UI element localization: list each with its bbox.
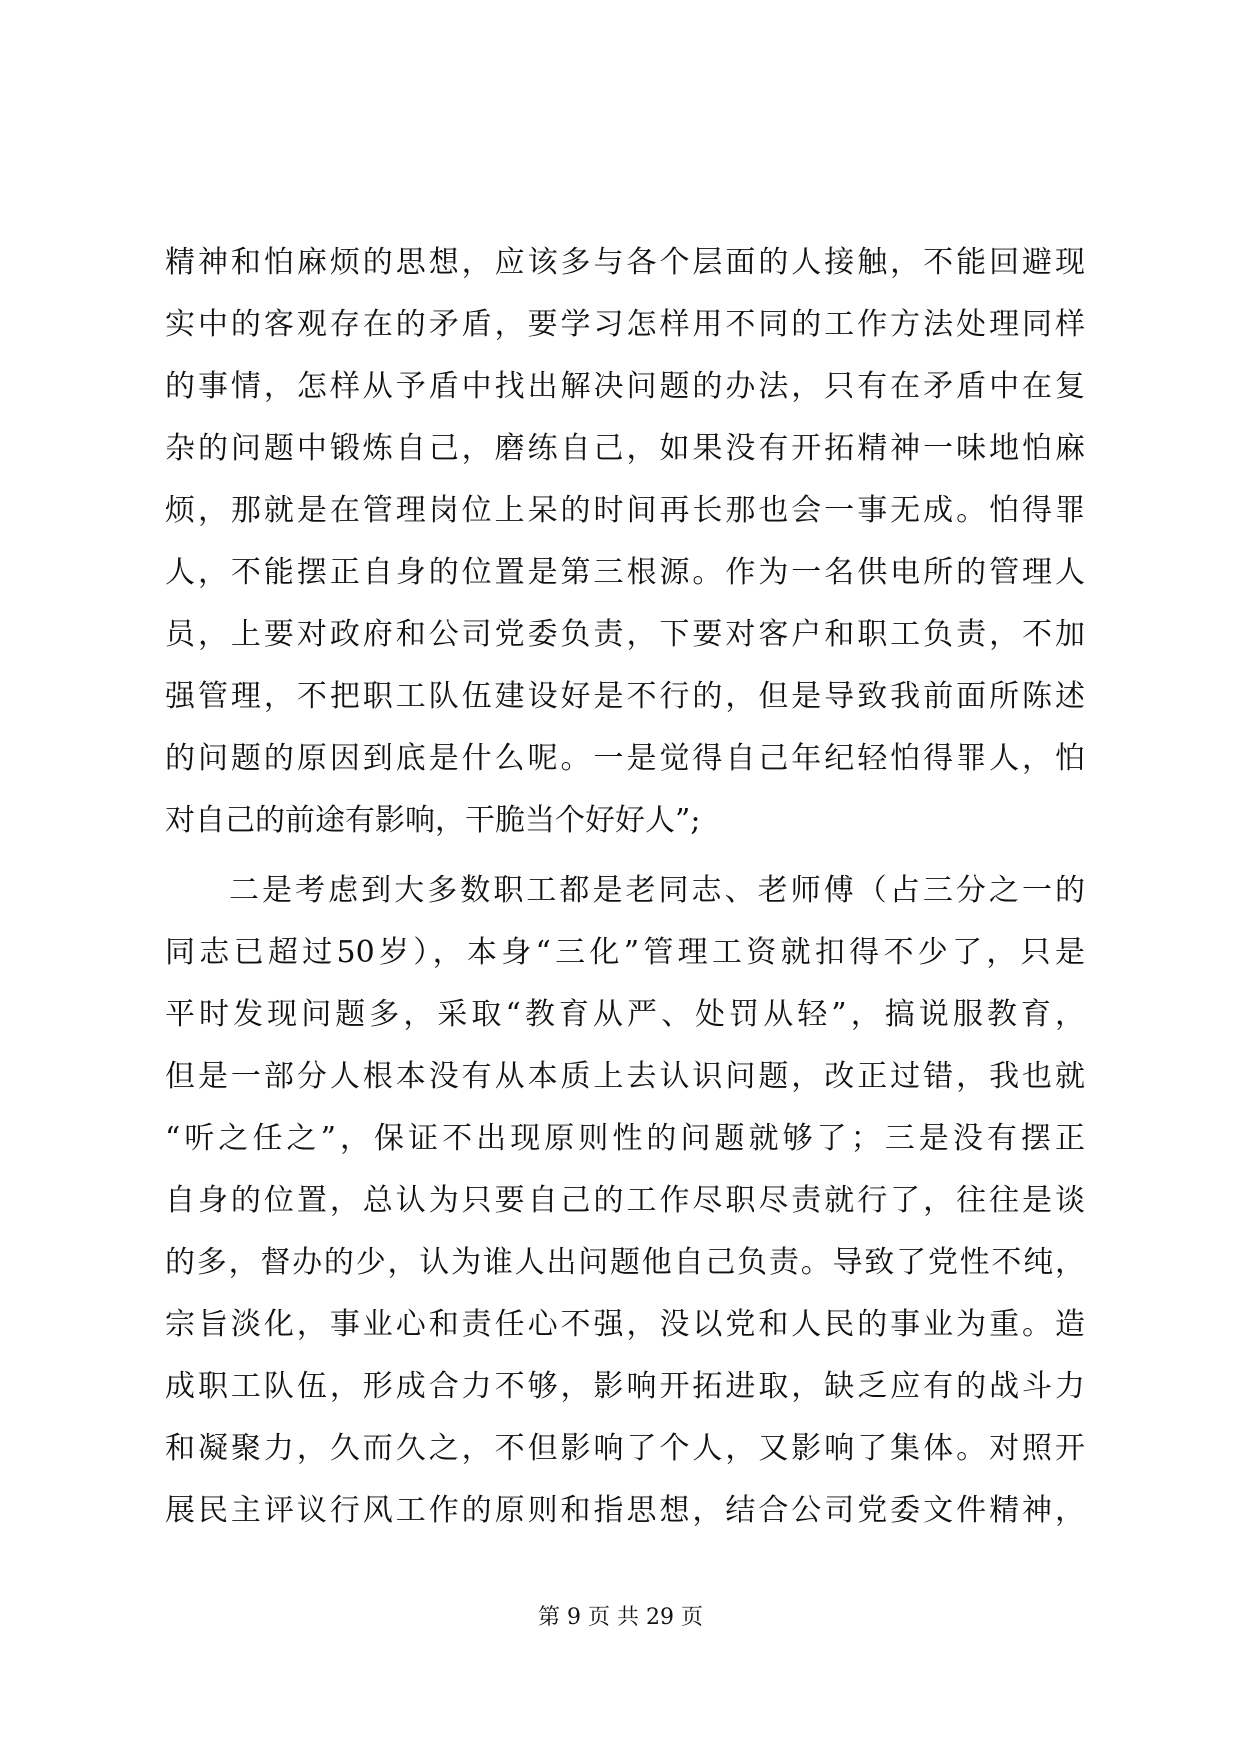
text-line: 平时发现问题多，采取“教育从严、处罚从轻”，搞说服教育， xyxy=(165,997,1085,1032)
text-line: 强管理，不把职工队伍建设好是不行的，但是导致我前面所陈述 xyxy=(165,679,1085,714)
text-line: 杂的问题中锻炼自己，磨练自己，如果没有开拓精神一味地怕麻 xyxy=(165,431,1085,466)
paragraph-start-line: 二是考虑到大多数职工都是老同志、老师傅（占三分之一的 xyxy=(229,873,1085,908)
text-line: 员，上要对政府和公司党委负责，下要对客户和职工负责，不加 xyxy=(165,617,1085,652)
text-line: 实中的客观存在的矛盾，要学习怎样用不同的工作方法处理同样 xyxy=(165,307,1085,342)
text-line: 展民主评议行风工作的原则和指思想，结合公司党委文件精神， xyxy=(165,1493,1085,1528)
text-line: 的问题的原因到底是什么呢。一是觉得自己年纪轻怕得罪人，怕 xyxy=(165,741,1085,776)
text-line: 宗旨淡化，事业心和责任心不强，没以党和人民的事业为重。造 xyxy=(165,1307,1085,1342)
text-line: 和凝聚力，久而久之，不但影响了个人，又影响了集体。对照开 xyxy=(165,1431,1085,1466)
text-line: 的事情，怎样从予盾中找出解决问题的办法，只有在矛盾中在复 xyxy=(165,369,1085,404)
text-line: 烦，那就是在管理岗位上呆的时间再长那也会一事无成。怕得罪 xyxy=(165,493,1085,528)
page-number-footer: 第 9 页 共 29 页 xyxy=(538,1605,703,1630)
paragraph-end-line: 对自己的前途有影响，干脆当个好好人”; xyxy=(165,803,701,838)
text-line: 人，不能摆正自身的位置是第三根源。作为一名供电所的管理人 xyxy=(165,555,1085,590)
body-text xyxy=(165,232,1085,1542)
text-line: 的多，督办的少，认为谁人出问题他自己负责。导致了党性不纯， xyxy=(165,1245,1085,1280)
text-line: 成职工队伍，形成合力不够，影响开拓进取，缺乏应有的战斗力 xyxy=(165,1369,1085,1404)
text-line: “听之任之”，保证不出现原则性的问题就够了；三是没有摆正 xyxy=(165,1121,1085,1156)
text-line: 精神和怕麻烦的思想，应该多与各个层面的人接触，不能回避现 xyxy=(165,245,1085,280)
paragraph-gap xyxy=(165,852,1085,860)
text-line: 但是一部分人根本没有从本质上去认识问题，改正过错，我也就 xyxy=(165,1059,1085,1094)
text-line: 自身的位置，总认为只要自己的工作尽职尽责就行了，往往是谈 xyxy=(165,1183,1085,1218)
text-line: 同志已超过50岁），本身“三化”管理工资就扣得不少了，只是 xyxy=(165,935,1085,970)
